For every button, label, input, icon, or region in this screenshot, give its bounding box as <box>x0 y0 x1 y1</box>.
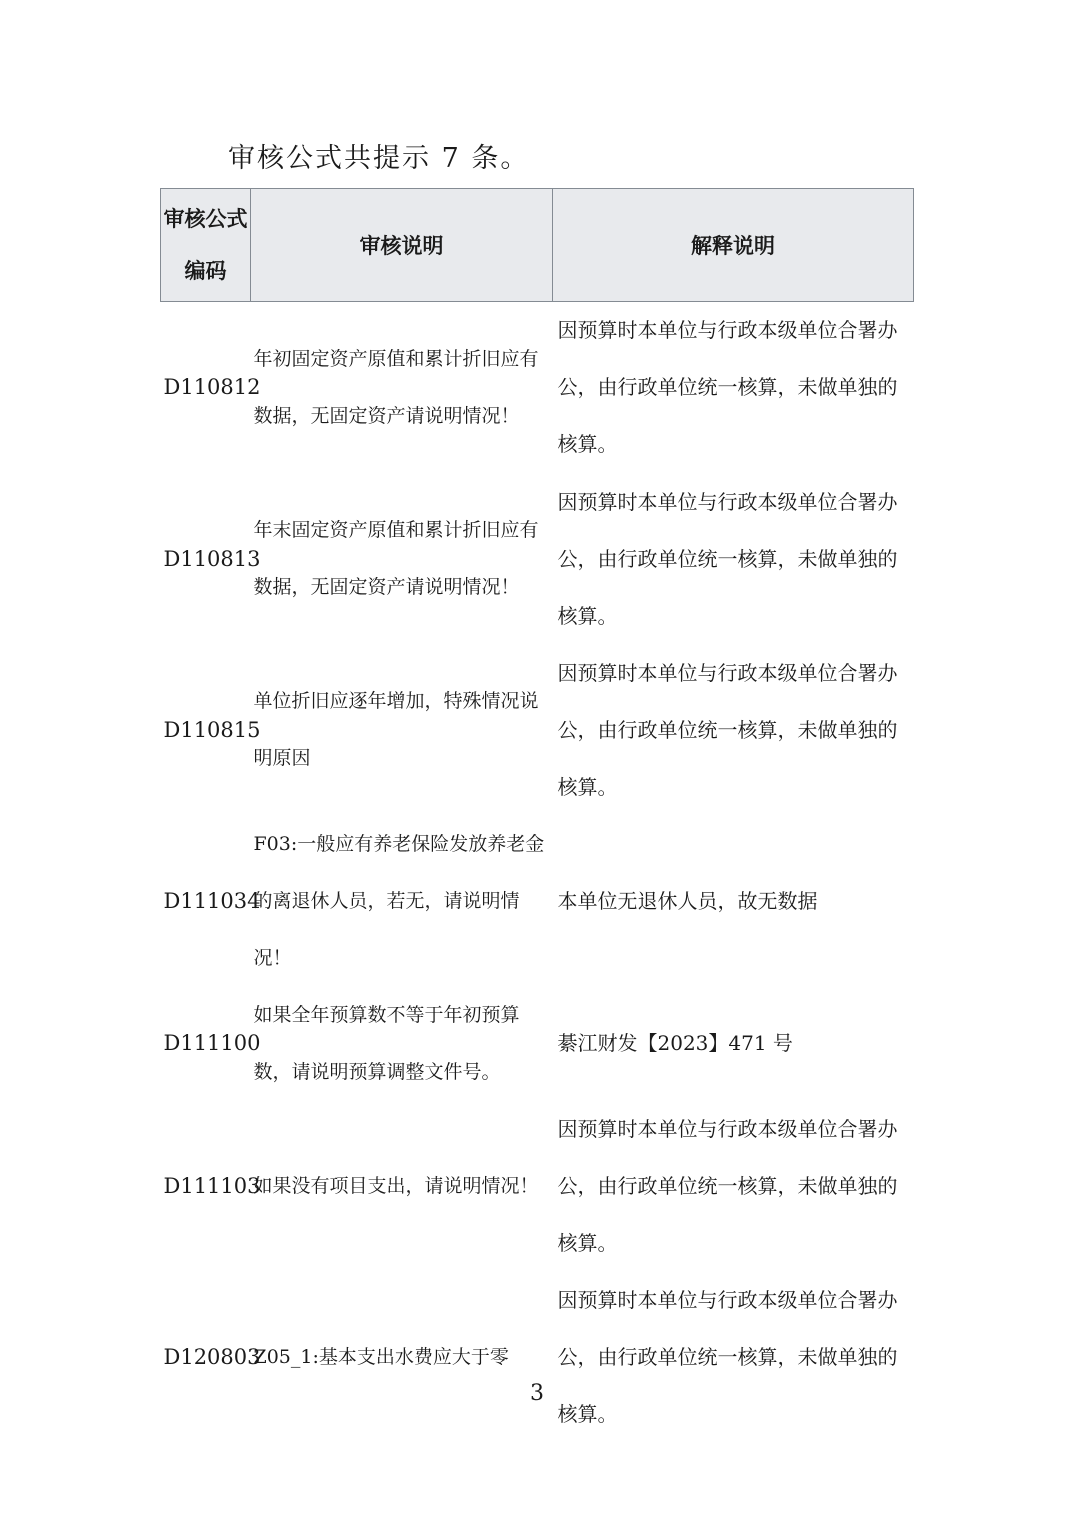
table-header-row <box>161 189 914 302</box>
row-audit-text: 年末固定资产原值和累计折旧应有数据，无固定资产请说明情况！ <box>253 519 539 598</box>
row-explain-text: 因预算时本单位与行政本级单位合署办公，由行政单位统一核算，未做单独的核算。 <box>557 318 898 457</box>
row-audit-text: Z05_1:基本支出水费应大于零 <box>253 1345 509 1368</box>
table-row <box>161 302 914 474</box>
row-code: D111034 <box>163 888 261 913</box>
row-explain-text: 因预算时本单位与行政本级单位合署办公，由行政单位统一核算，未做单独的核算。 <box>557 1287 898 1426</box>
row-code: D110813 <box>163 546 261 571</box>
row-explain-text: 因预算时本单位与行政本级单位合署办公，由行政单位统一核算，未做单独的核算。 <box>557 1116 898 1255</box>
table-row <box>161 1101 914 1272</box>
header-code-line2: 编码 <box>184 258 227 283</box>
page-title: 审核公式共提示 7 条。 <box>228 143 530 174</box>
row-code: D111100 <box>163 1031 261 1055</box>
row-audit-text: 年初固定资产原值和累计折旧应有数据，无固定资产请说明情况！ <box>253 347 539 427</box>
header-cell-code <box>161 189 251 302</box>
row-audit-text: 如果没有项目支出，请说明情况！ <box>253 1174 539 1197</box>
page-number: 3 <box>530 1381 544 1406</box>
table-row <box>161 1272 914 1443</box>
header-cell-explain: 解释说明 <box>553 189 914 302</box>
row-explain-text: 因预算时本单位与行政本级单位合署办公，由行政单位统一核算，未做单独的核算。 <box>557 489 898 628</box>
row-code: D120803 <box>163 1344 261 1369</box>
row-audit-text: 单位折旧应逐年增加，特殊情况说明原因 <box>253 690 539 769</box>
header-cell-audit: 审核说明 <box>251 189 553 302</box>
row-explain-text: 本单位无退休人员，故无数据 <box>557 888 818 913</box>
row-audit-text: 如果全年预算数不等于年初预算数，请说明预算调整文件号。 <box>253 1003 520 1083</box>
table-row <box>161 987 914 1101</box>
table-row <box>161 645 914 816</box>
row-explain-text: 因预算时本单位与行政本级单位合署办公，由行政单位统一核算，未做单独的核算。 <box>557 660 898 799</box>
row-explain-text: 綦江财发【2023】471 号 <box>557 1031 793 1055</box>
table-row <box>161 816 914 987</box>
table-row <box>161 474 914 645</box>
row-code: D110815 <box>163 717 261 742</box>
row-code: D111103 <box>163 1173 261 1198</box>
row-code: D110812 <box>163 375 261 400</box>
row-audit-text: F03:一般应有养老保险发放养老金的离退休人员，若无，请说明情况！ <box>253 832 545 969</box>
header-code-line1: 审核公式 <box>163 206 248 231</box>
audit-formula-table <box>160 188 914 1443</box>
